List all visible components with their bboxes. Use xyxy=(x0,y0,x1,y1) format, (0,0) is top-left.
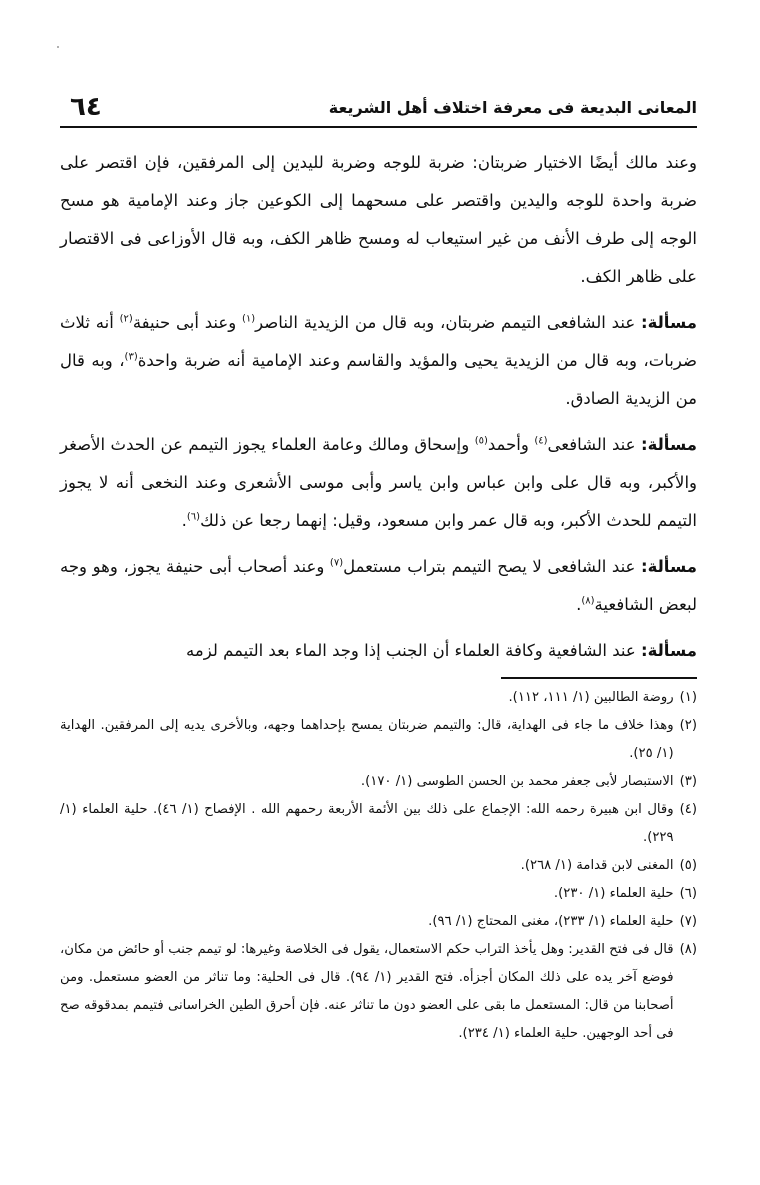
footnotes xyxy=(60,684,697,1048)
footnote-text: حلية العلماء (١/ ٢٣٣)، مغنى المحتاج (١/ ٩٦). xyxy=(428,914,674,929)
footnote xyxy=(60,796,697,852)
paragraph-3-text: عند الشافعى xyxy=(547,435,636,454)
main-text xyxy=(60,144,697,678)
page-number: ٦٤ xyxy=(70,92,102,122)
footnote xyxy=(60,852,697,880)
paragraph-3 xyxy=(60,426,697,540)
masala-label: مسألة: xyxy=(640,641,697,660)
footnote xyxy=(60,684,697,712)
paragraph-5-text: عند الشافعية وكافة العلماء أن الجنب إذا وجد الماء بعد التيمم لزمه xyxy=(186,641,636,660)
paragraph-4-text: . xyxy=(576,595,582,614)
masala-label: مسألة: xyxy=(640,435,697,454)
footnote xyxy=(60,908,697,936)
paragraph-2-text: وعند أبى حنيفة xyxy=(132,313,237,332)
footnote-separator xyxy=(501,677,697,679)
footnote-ref-7[interactable]: (٧) xyxy=(329,557,344,569)
paragraph-1: وعند مالك أيضًا الاختيار ضربتان: ضربة للوجه وضربة لليدين إلى المرفقين، فإن اقتصر على ضربة واحدة للوجه واليدين واقتصر على مسحهما إلى الكوعين جاز وعند الإمامية هو مسح الوجه إلى طرف الأنف من غير استيعاب له ومسح ظاهر الكف، وبه قال الأوزاعى فى الاقتصار على ظاهر الكف. xyxy=(60,153,697,286)
paragraph-3-text: وأحمد xyxy=(487,435,529,454)
footnote-number: (٦) xyxy=(679,886,697,901)
footnote-text: وقال ابن هبيرة رحمه الله: الإجماع على ذلك بين الأئمة الأربعة رحمهم الله . الإفصاح (١/ ٤٦). حلية العلماء (١/ ٢٢٩). xyxy=(60,802,674,845)
paragraph-2-text: ، وبه قال من الزيدية الصادق. xyxy=(60,351,697,408)
footnote-number: (١) xyxy=(679,690,697,705)
footnote-ref-4[interactable]: (٤) xyxy=(534,435,548,447)
page-header xyxy=(60,92,697,128)
footnote xyxy=(60,768,697,796)
footnote-number: (٧) xyxy=(679,914,697,929)
masala-label: مسألة: xyxy=(641,557,698,576)
paragraph-2-text: أنه ثلاث ضربات، وبه قال من الزيدية يحيى والمؤيد والقاسم وعند الإمامية أنه ضربة واحدة xyxy=(60,313,698,370)
paragraph-3-text: وإسحاق ومالك وعامة العلماء يجوز التيمم عن الحدث الأصغر والأكبر، وبه قال على وابن عباس وابن ياسر وأبى موسى الأشعرى وعند النخعى أنه لا يجوز التيمم للحدث الأكبر، وبه قال عمر وابن مسعود، وقيل: إنهما رجعا عن ذلك xyxy=(60,435,697,530)
paragraph-4-text: وعند أصحاب أبى حنيفة يجوز، وهو وجه لبعض الشافعية xyxy=(60,557,697,614)
footnote-ref-8[interactable]: (٨) xyxy=(581,595,595,607)
footnote-number: (٤) xyxy=(679,802,697,817)
masala-label: مسألة: xyxy=(640,313,697,332)
footnote xyxy=(60,880,697,908)
paragraph-3-text: . xyxy=(181,511,187,530)
footnote-ref-6[interactable]: (٦) xyxy=(186,511,201,523)
footnote-text: وهذا خلاف ما جاء فى الهداية، قال: والتيمم ضربتان يمسح بإحداهما وجهه، وبالأخرى يديه إلى المرفقين. الهداية (١/ ٢٥). xyxy=(60,718,674,761)
footnote-ref-1[interactable]: (١) xyxy=(241,313,256,325)
paragraph-4 xyxy=(60,548,697,624)
footnote-ref-2[interactable]: (٢) xyxy=(119,313,133,325)
footnote xyxy=(60,712,697,768)
footnote-text: المغنى لابن قدامة (١/ ٢٦٨). xyxy=(520,858,674,873)
footnote-ref-3[interactable]: (٣) xyxy=(124,351,138,363)
scan-speck xyxy=(57,46,59,48)
paragraph-2-text: عند الشافعى التيمم ضربتان، وبه قال من الزيدية الناصر xyxy=(255,313,636,332)
footnote-number: (٣) xyxy=(679,774,697,789)
paragraph-5 xyxy=(60,632,697,670)
footnote-ref-5[interactable]: (٥) xyxy=(474,435,488,447)
footnote-number: (٥) xyxy=(679,858,697,873)
paragraph-2 xyxy=(60,304,697,418)
running-title: المعانى البديعة فى معرفة اختلاف أهل الشريعة xyxy=(328,98,697,117)
footnote-text: الاستبصار لأبى جعفر محمد بن الحسن الطوسى (١/ ١٧٠). xyxy=(360,774,674,789)
footnote xyxy=(60,936,697,1048)
footnote-number: (٢) xyxy=(679,718,697,733)
footnote-number: (٨) xyxy=(679,942,697,957)
footnote-text: حلية العلماء (١/ ٢٣٠). xyxy=(553,886,674,901)
footnote-text: روضة الطالبين (١/ ١١١، ١١٢). xyxy=(508,690,674,705)
paragraph-4-text: عند الشافعى لا يصح التيمم بتراب مستعمل xyxy=(343,557,636,576)
footnote-text: قال فى فتح القدير: وهل يأخذ التراب حكم الاستعمال، يقول فى الخلاصة وغيرها: لو تيمم جنب أو حائض من مكان، فوضع آخر يده على ذلك المكان أجزأه. فتح القدير (١/ ٩٤). قال فى الحلية: وما تناثر من العضو مستعمل. ومن أصحابنا من قال: المستعمل ما بقى على العضو دون ما تناثر عنه. فإن أحرق الطين الخراسانى فتيمم بمدقوقه صح فى أحد الوجهين. حلية العلماء (١/ ٢٣٤). xyxy=(60,942,674,1041)
